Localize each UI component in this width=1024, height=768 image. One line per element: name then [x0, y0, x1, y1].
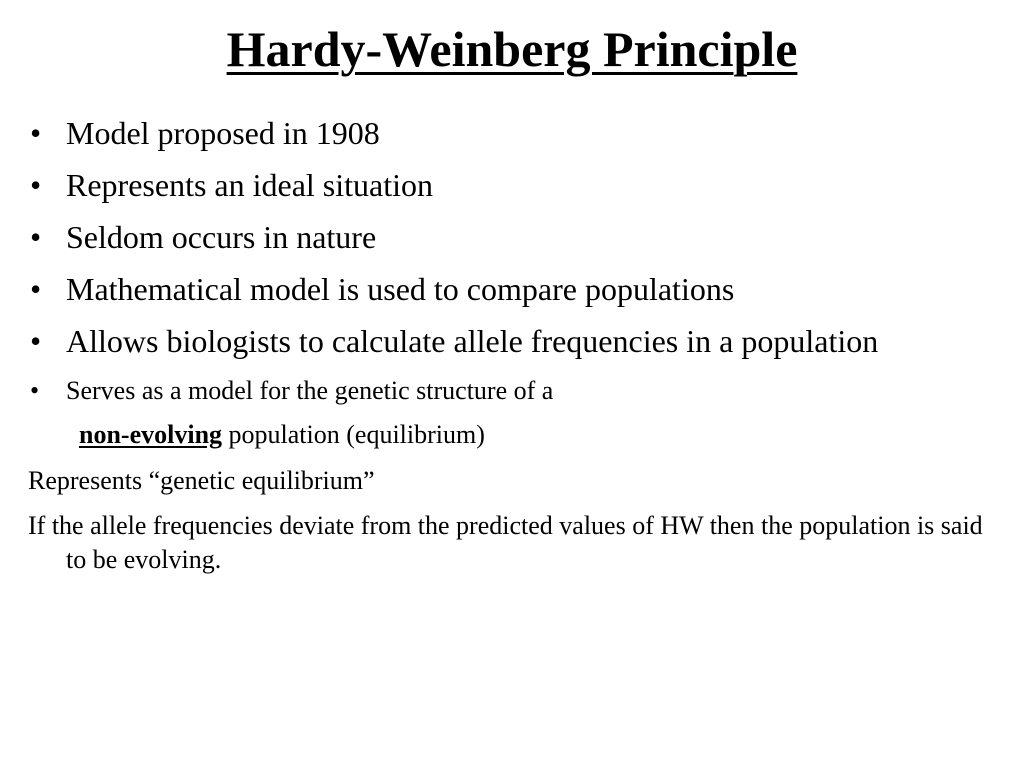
bullet-item [28, 165, 1008, 205]
slide-title: Hardy-Weinberg Principle [226, 21, 798, 77]
paragraph: If the allele frequencies deviate from the predicted values of HW then the population is said to be evolving. [28, 511, 983, 574]
bullet-continuation [28, 417, 1008, 453]
bullet-glyph: • [30, 376, 40, 405]
paragraph: Represents “genetic equilibrium” [28, 466, 375, 495]
continuation-text: population (equilibrium) [222, 420, 485, 449]
bullet-glyph: • [30, 115, 42, 151]
bullet-item [28, 321, 1008, 361]
bullet-list [28, 113, 1008, 587]
bullet-glyph: • [30, 219, 42, 255]
bullet-glyph: • [30, 323, 42, 359]
bullet-item [28, 373, 1008, 409]
bullet-item [28, 269, 1008, 309]
bullet-text: Model proposed in 1908 [66, 115, 380, 151]
bullet-text: Allows biologists to calculate allele frequencies in a population [66, 323, 879, 359]
emphasized-term: non-evolving [79, 420, 223, 449]
bullet-glyph: • [30, 167, 42, 203]
bullet-item [28, 217, 1008, 257]
bullet-glyph: • [30, 271, 42, 307]
bullet-text: Serves as a model for the genetic structure of a [66, 376, 554, 405]
bullet-text: Mathematical model is used to compare populations [66, 271, 735, 307]
bullet-item [28, 113, 1008, 153]
bullet-text: Represents an ideal situation [66, 167, 434, 203]
bullet-text: Seldom occurs in nature [66, 219, 377, 255]
